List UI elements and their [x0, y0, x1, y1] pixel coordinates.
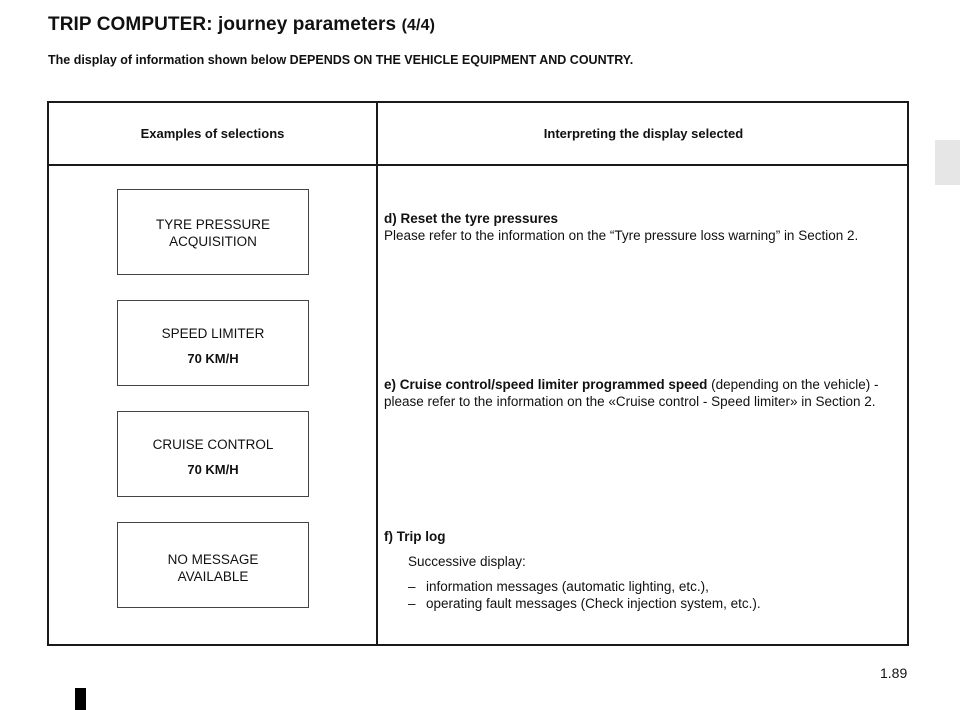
display-screen-cruise-control [117, 411, 309, 497]
page-subtitle: The display of information shown below DEPENDS ON THE VEHICLE EQUIPMENT AND COUNTRY. [48, 53, 634, 67]
display-screen-speed-limiter [117, 300, 309, 386]
column-header-examples: Examples of selections [140, 126, 285, 141]
section-f-intro: Successive display: [408, 554, 526, 569]
section-e-text: (depending on the vehicle) - please refer to the information on the «Cruise control - Speed limiter» in Section 2. [384, 377, 879, 409]
list-item-text: information messages (automatic lighting, etc.), [426, 579, 709, 594]
header-divider [49, 164, 907, 166]
display-screen-tyre-pressure [117, 189, 309, 275]
list-item: – information messages (automatic lighting, etc.), [384, 578, 906, 595]
column-divider [376, 103, 378, 644]
screen-line: SPEED LIMITER [161, 326, 265, 341]
screen-line: ACQUISITION [169, 234, 257, 249]
screen-line: AVAILABLE [177, 569, 249, 584]
section-f-bullet-list [384, 578, 906, 612]
title-text: TRIP COMPUTER: journey parameters [48, 14, 397, 35]
page-title [48, 14, 435, 36]
section-e-cruise-speed [384, 376, 906, 410]
screen-value: 70 KM/H [187, 351, 239, 366]
screen-line: TYRE PRESSURE [155, 217, 271, 232]
title-part-indicator: (4/4) [401, 17, 435, 34]
page-number: 1.89 [880, 665, 908, 681]
section-f-heading: f) Trip log [384, 529, 446, 544]
section-e-heading: e) Cruise control/speed limiter programmed speed [384, 377, 708, 392]
column-header-interpretation: Interpreting the display selected [543, 126, 744, 141]
section-d-heading: d) Reset the tyre pressures [384, 211, 559, 226]
corner-registration-mark [75, 688, 86, 710]
screen-value: 70 KM/H [187, 462, 239, 477]
section-tab-marker [935, 140, 960, 185]
parameters-table [47, 101, 909, 646]
section-f-trip-log [384, 528, 906, 612]
list-item-text: operating fault messages (Check injection system, etc.). [426, 596, 761, 611]
display-screen-no-message [117, 522, 309, 608]
screen-line: NO MESSAGE [167, 552, 259, 567]
list-item: – operating fault messages (Check injection system, etc.). [384, 595, 906, 612]
section-d-text: Please refer to the information on the “Tyre pressure loss warning” in Section 2. [384, 228, 859, 243]
section-d-reset-tyre-pressures [384, 210, 906, 244]
screen-line: CRUISE CONTROL [152, 437, 274, 452]
